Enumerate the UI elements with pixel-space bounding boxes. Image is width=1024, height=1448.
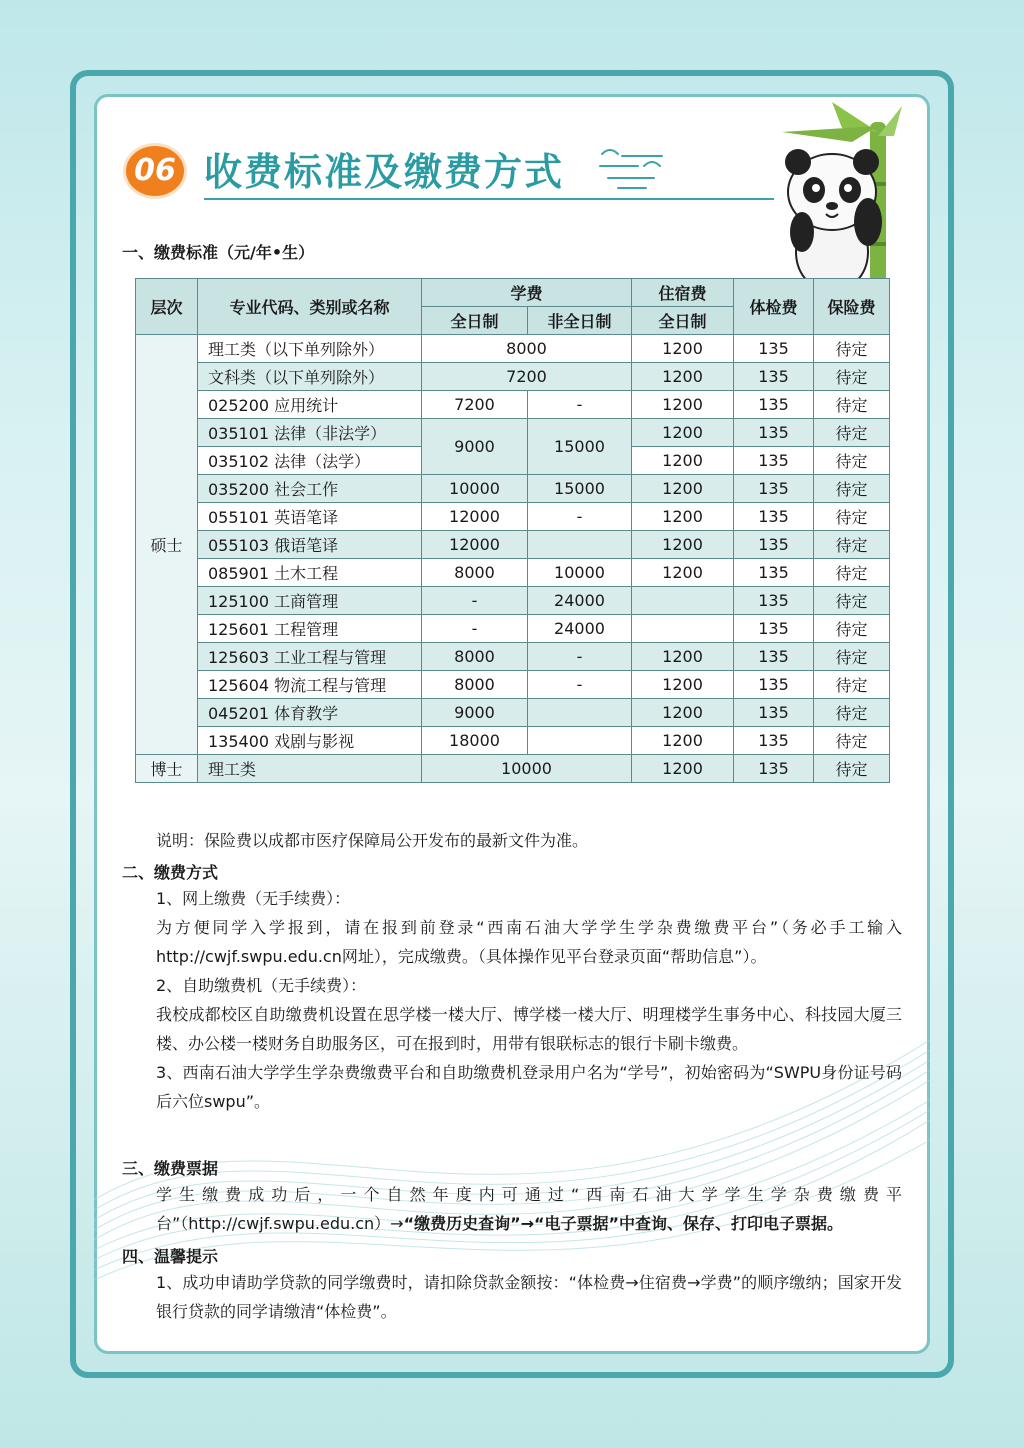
table-cell-full: 18000 (422, 727, 528, 755)
table-cell-part (528, 699, 632, 727)
table-cell-lodging: 1200 (632, 755, 734, 783)
payment-methods (122, 884, 902, 1116)
cloud-decoration-icon (598, 146, 670, 192)
table-cell-exam: 135 (734, 727, 814, 755)
fee-table (135, 278, 890, 783)
table-cell-name: 125603 工业工程与管理 (198, 643, 422, 671)
table-cell-part (528, 531, 632, 559)
table-cell-name: 125100 工商管理 (198, 587, 422, 615)
table-cell-insurance: 待定 (814, 727, 890, 755)
kiosk-payment-text: 我校成都校区自助缴费机设置在思学楼一楼大厅、博学楼一楼大厅、明理楼学生事务中心、科技园大厦三楼、办公楼一楼财务自助服务区，可在报到时，用带有银联标志的银行卡刷卡缴费。 (156, 1005, 902, 1053)
table-cell-part: - (528, 391, 632, 419)
table-cell-exam: 135 (734, 447, 814, 475)
table-cell-full: 8000 (422, 643, 528, 671)
table-cell-full: 10000 (422, 475, 528, 503)
table-cell-name: 理工类 (198, 755, 422, 783)
header-part-time: 非全日制 (528, 307, 632, 335)
table-cell-exam: 135 (734, 615, 814, 643)
table-cell-insurance: 待定 (814, 363, 890, 391)
header-tuition: 学费 (422, 279, 632, 307)
table-cell-full: 12000 (422, 503, 528, 531)
online-payment-text: 为方便同学入学报到，请在报到前登录“西南石油大学学生学杂费缴费平台”（务必手工输入http://cwjf.swpu.edu.cn网址），完成缴费。（具体操作见平台登录页面“帮助信息”）。 (156, 918, 902, 966)
table-cell-lodging: 1200 (632, 335, 734, 363)
tips-text: 1、成功申请助学贷款的同学缴费时，请扣除贷款金额按：“体检费→住宿费→学费”的顺序缴纳；国家开发银行贷款的同学请缴清“体检费”。 (156, 1273, 902, 1321)
table-cell-lodging: 1200 (632, 643, 734, 671)
level-doctor: 博士 (136, 755, 198, 783)
table-cell-insurance: 待定 (814, 615, 890, 643)
table-cell-full: 9000 (422, 419, 528, 475)
table-cell-part: 15000 (528, 475, 632, 503)
table-cell-lodging: 1200 (632, 503, 734, 531)
table-cell-part: - (528, 503, 632, 531)
table-cell-insurance: 待定 (814, 335, 890, 363)
online-payment-title: 1、网上缴费（无手续费）： (156, 889, 351, 908)
table-cell-insurance: 待定 (814, 671, 890, 699)
table-cell-name: 135400 戏剧与影视 (198, 727, 422, 755)
table-cell-full: - (422, 615, 528, 643)
table-cell-lodging: 1200 (632, 363, 734, 391)
table-cell-full: 9000 (422, 699, 528, 727)
receipt-text-b: “缴费历史查询”→“电子票据”中查询、保存、打印电子票据。 (403, 1214, 844, 1233)
section-heading-receipt: 三、缴费票据 (122, 1159, 219, 1178)
header-full-time: 全日制 (422, 307, 528, 335)
table-cell-name: 125604 物流工程与管理 (198, 671, 422, 699)
table-cell-insurance: 待定 (814, 559, 890, 587)
table-cell-lodging: 1200 (632, 671, 734, 699)
header-lodging: 住宿费 (632, 279, 734, 307)
table-cell-insurance: 待定 (814, 643, 890, 671)
table-cell-name: 045201 体育教学 (198, 699, 422, 727)
table-cell-part: 15000 (528, 419, 632, 475)
table-cell-name: 035200 社会工作 (198, 475, 422, 503)
login-info-text: 3、西南石油大学学生学杂费缴费平台和自助缴费机登录用户名为“学号”，初始密码为“SWPU身份证号码后六位swpu”。 (156, 1063, 902, 1111)
insurance-note: 说明：保险费以成都市医疗保障局公开发布的最新文件为准。 (156, 831, 589, 850)
table-cell-tuition: 7200 (422, 363, 632, 391)
table-cell-exam: 135 (734, 755, 814, 783)
table-cell-insurance: 待定 (814, 699, 890, 727)
kiosk-payment-title: 2、自助缴费机（无手续费）： (156, 976, 367, 995)
table-cell-insurance: 待定 (814, 503, 890, 531)
table-cell-insurance: 待定 (814, 755, 890, 783)
table-cell-exam: 135 (734, 643, 814, 671)
section-heading-fee-standard: 一、缴费标准（元/年•生） (122, 243, 315, 262)
table-cell-lodging: 1200 (632, 419, 734, 447)
table-cell-exam: 135 (734, 419, 814, 447)
table-cell-lodging: 1200 (632, 391, 734, 419)
table-cell-name: 文科类（以下单列除外） (198, 363, 422, 391)
table-cell-name: 125601 工程管理 (198, 615, 422, 643)
panda-bamboo-icon (742, 102, 912, 302)
table-cell-part: 10000 (528, 559, 632, 587)
table-cell-insurance: 待定 (814, 587, 890, 615)
table-cell-exam: 135 (734, 503, 814, 531)
table-cell-lodging: 1200 (632, 475, 734, 503)
table-cell-part: - (528, 643, 632, 671)
receipt-text (122, 1180, 902, 1238)
table-cell-name: 035102 法律（法学） (198, 447, 422, 475)
table-cell-insurance: 待定 (814, 447, 890, 475)
section-heading-payment-method: 二、缴费方式 (122, 863, 219, 882)
table-cell-full: 8000 (422, 559, 528, 587)
level-master: 硕士 (136, 335, 198, 755)
page-title: 收费标准及缴费方式 (204, 150, 565, 194)
table-cell-exam: 135 (734, 587, 814, 615)
table-cell-lodging: 1200 (632, 727, 734, 755)
table-cell-tuition: 8000 (422, 335, 632, 363)
header-insurance: 保险费 (814, 279, 890, 335)
table-cell-part (528, 727, 632, 755)
table-cell-insurance: 待定 (814, 391, 890, 419)
table-cell-exam: 135 (734, 335, 814, 363)
header-level: 层次 (136, 279, 198, 335)
table-cell-lodging: 1200 (632, 447, 734, 475)
table-cell-exam: 135 (734, 559, 814, 587)
table-cell-full: 7200 (422, 391, 528, 419)
table-cell-name: 055101 英语笔译 (198, 503, 422, 531)
table-cell-lodging (632, 615, 734, 643)
table-cell-full: - (422, 587, 528, 615)
table-cell-part: 24000 (528, 615, 632, 643)
table-cell-exam: 135 (734, 531, 814, 559)
number-badge-icon: 06 (126, 146, 184, 196)
section-heading-tips: 四、温馨提示 (122, 1247, 219, 1266)
table-cell-part: 24000 (528, 587, 632, 615)
table-cell-name: 025200 应用统计 (198, 391, 422, 419)
table-cell-name: 055103 俄语笔译 (198, 531, 422, 559)
table-cell-lodging: 1200 (632, 559, 734, 587)
table-cell-exam: 135 (734, 363, 814, 391)
receipt-text-a: 学生缴费成功后，一个自然年度内可通过“西南石油大学学生学杂费缴费平台”（http://cwjf.swpu.edu.cn）→ (156, 1185, 902, 1233)
header-exam: 体检费 (734, 279, 814, 335)
table-cell-name: 理工类（以下单列除外） (198, 335, 422, 363)
page-header (118, 142, 678, 202)
table-cell-full: 12000 (422, 531, 528, 559)
table-cell-insurance: 待定 (814, 475, 890, 503)
table-cell-name: 035101 法律（非法学） (198, 419, 422, 447)
table-cell-exam: 135 (734, 391, 814, 419)
table-cell-lodging (632, 587, 734, 615)
table-cell-name: 085901 土木工程 (198, 559, 422, 587)
table-cell-exam: 135 (734, 475, 814, 503)
table-cell-exam: 135 (734, 699, 814, 727)
table-cell-tuition: 10000 (422, 755, 632, 783)
table-cell-lodging: 1200 (632, 699, 734, 727)
table-cell-insurance: 待定 (814, 531, 890, 559)
table-cell-insurance: 待定 (814, 419, 890, 447)
header-major: 专业代码、类别或名称 (198, 279, 422, 335)
table-cell-part: - (528, 671, 632, 699)
table-cell-lodging: 1200 (632, 531, 734, 559)
table-cell-full: 8000 (422, 671, 528, 699)
header-lodging-full: 全日制 (632, 307, 734, 335)
table-cell-exam: 135 (734, 671, 814, 699)
title-underline (204, 198, 774, 200)
